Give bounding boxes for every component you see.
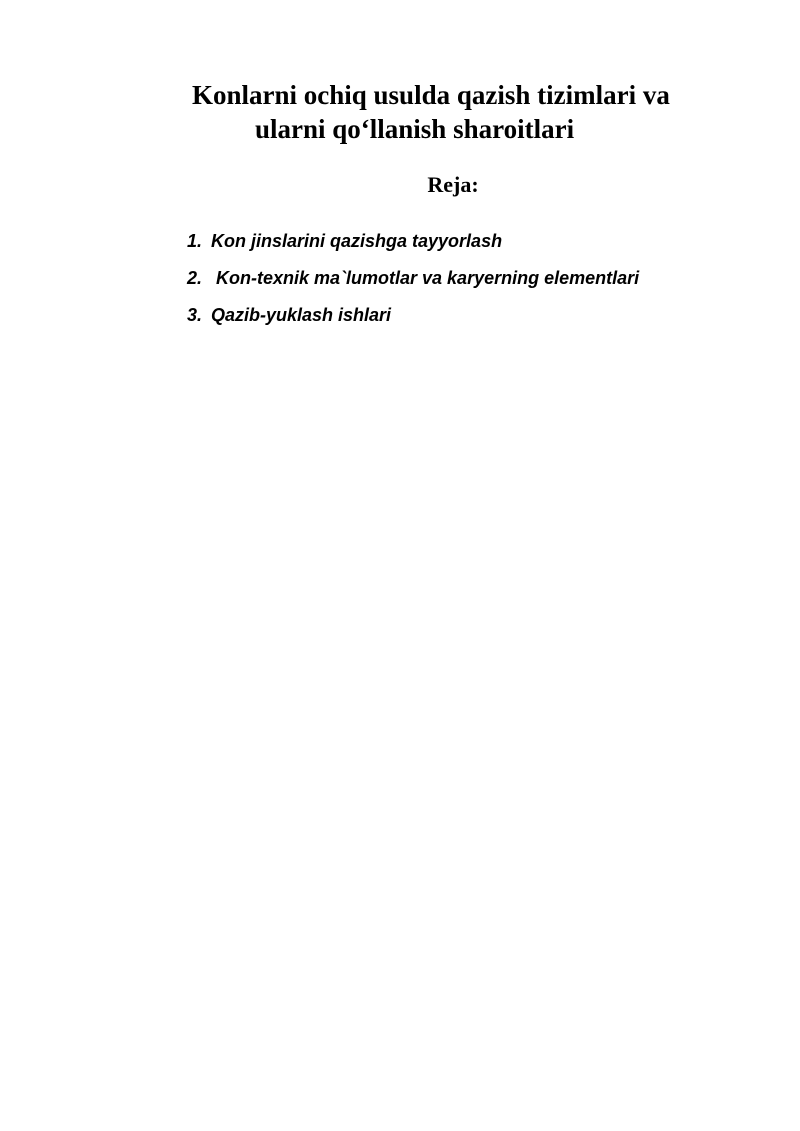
plan-list <box>187 228 639 339</box>
document-title <box>180 78 740 146</box>
plan-item-number: 2. <box>187 268 203 288</box>
plan-item-text: Kon-texnik ma`lumotlar va karyerning elementlari <box>211 268 640 288</box>
plan-item-text: Kon jinslarini qazishga tayyorlash <box>211 231 503 251</box>
plan-heading: Reja: <box>427 172 479 197</box>
plan-item-number: 3. <box>187 305 203 325</box>
plan-item-text: Qazib-yuklash ishlari <box>211 305 392 325</box>
plan-item <box>187 302 639 339</box>
title-line-1: Konlarni ochiq usulda qazish tizimlari va <box>192 80 670 110</box>
plan-item <box>187 228 639 265</box>
plan-item <box>187 265 639 302</box>
plan-item-number: 1. <box>187 231 203 251</box>
title-line-2: ularni qo‘llanish sharoitlari <box>255 114 575 144</box>
